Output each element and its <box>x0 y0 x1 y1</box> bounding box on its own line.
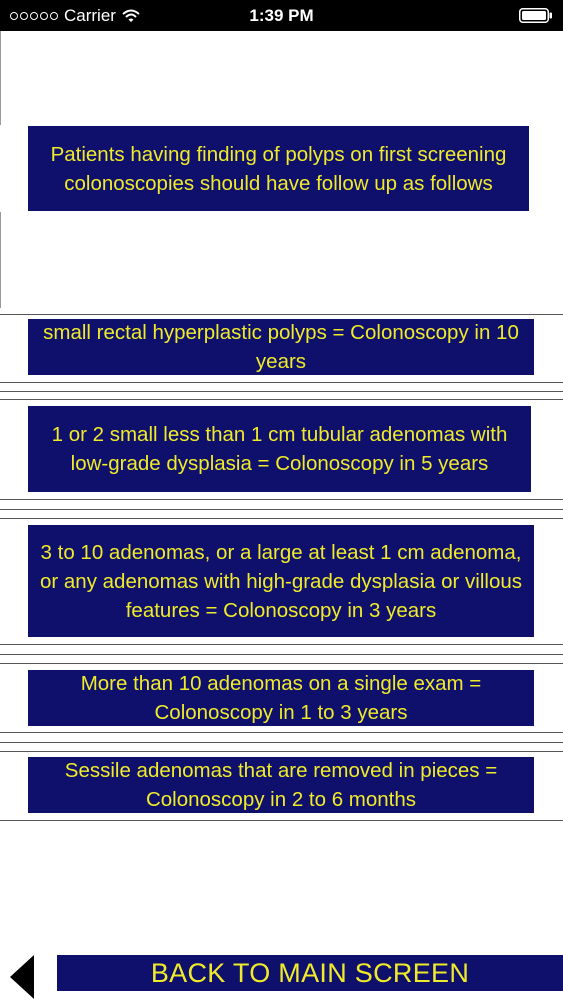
guideline-text: Sessile adenomas that are removed in pieces = Colonoscopy in 2 to 6 months <box>64 759 498 811</box>
separator-line <box>0 644 563 645</box>
status-bar <box>0 0 563 31</box>
guideline-box-4 <box>28 670 534 726</box>
header-box <box>28 126 529 211</box>
back-to-main-button[interactable]: BACK TO MAIN SCREEN <box>57 955 563 991</box>
separator-line <box>0 499 563 500</box>
guideline-text: More than 10 adenomas on a single exam = Colonoscopy in 1 to 3 years <box>80 672 482 724</box>
left-edge-line <box>0 31 1 125</box>
separator-line <box>0 314 563 315</box>
back-triangle-icon[interactable] <box>10 955 34 999</box>
carrier-name: Carrier <box>64 5 116 25</box>
guideline-text: 1 or 2 small less than 1 cm tubular adenomas with low-grade dysplasia = Colonoscopy in 5 years <box>51 423 508 475</box>
separator-line <box>0 654 563 655</box>
separator-line <box>0 751 563 752</box>
separator-line <box>0 382 563 383</box>
separator-line <box>0 399 563 400</box>
guideline-text: 3 to 10 adenomas, or a large at least 1 cm adenoma, or any adenomas with high-grade dysplasia or villous features = Colonoscopy in 3 years <box>39 540 522 622</box>
separator-line <box>0 509 563 510</box>
guideline-box-3 <box>28 525 534 637</box>
left-edge-line <box>0 212 1 308</box>
separator-line <box>0 820 563 821</box>
separator-line <box>0 742 563 743</box>
battery-icon <box>519 8 553 23</box>
separator-line <box>0 663 563 664</box>
guideline-box-2 <box>28 406 531 492</box>
separator-line <box>0 518 563 519</box>
guideline-box-5 <box>28 757 534 813</box>
status-time: 1:39 PM <box>249 6 314 25</box>
header-text: Patients having finding of polyps on first screening colonoscopies should have follow up as follows <box>50 142 507 195</box>
guideline-box-1 <box>28 319 534 375</box>
guideline-text: small rectal hyperplastic polyps = Colonoscopy in 10 years <box>43 321 519 373</box>
separator-line <box>0 391 563 392</box>
separator-line <box>0 732 563 733</box>
